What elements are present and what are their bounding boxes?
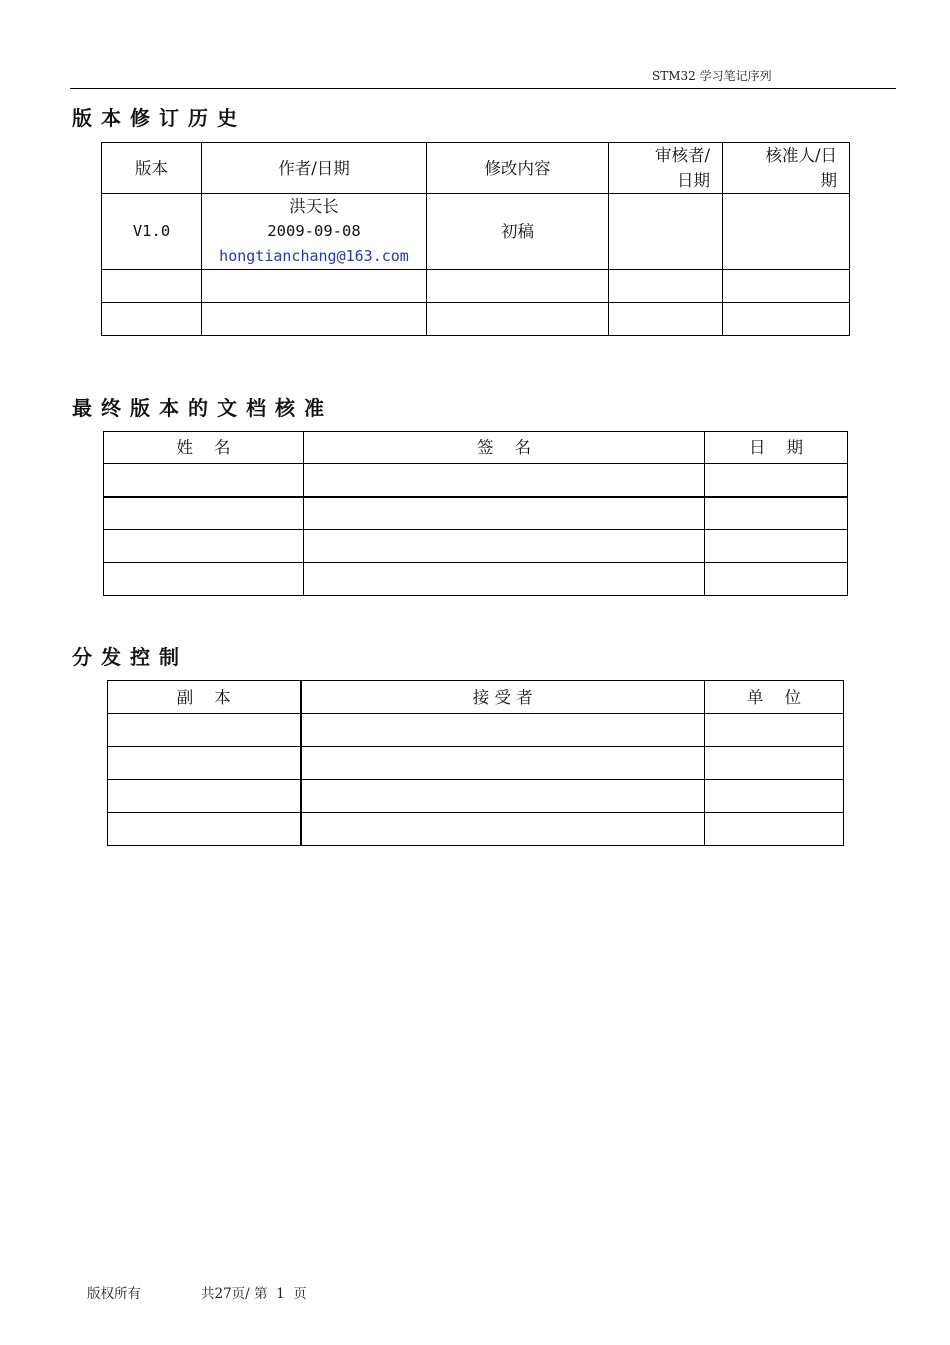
distribution-table: [107, 680, 844, 846]
email-link[interactable]: hongtianchang@163.com: [219, 247, 409, 265]
approval-table: [103, 431, 848, 596]
col-author-date: 作者/日期: [202, 143, 427, 194]
col-recipient: 接 受 者: [301, 681, 705, 714]
cell-version: V1.0: [102, 194, 202, 270]
revision-history-table: [101, 142, 850, 336]
col-approver: [723, 143, 850, 194]
table-row: [108, 747, 844, 780]
col-reviewer-line2: 日期: [677, 171, 710, 190]
table-row: [104, 464, 848, 497]
table-row: [108, 813, 844, 846]
cell-author-date: [202, 194, 427, 270]
revision-history-title: 版本修订历史: [72, 106, 246, 130]
table-row: [104, 530, 848, 563]
col-copy: 副 本: [108, 681, 301, 714]
cell-author: 洪天长: [289, 197, 339, 216]
col-date: 日 期: [705, 432, 848, 464]
header-series-title: STM32 学习笔记序列: [652, 69, 772, 83]
table-row: [102, 303, 850, 336]
header-divider: [70, 88, 896, 89]
table-row: [104, 563, 848, 596]
footer-page-count: 共27页/ 第 1 页: [201, 1286, 307, 1302]
table-row: [108, 714, 844, 747]
table-row: [104, 497, 848, 530]
cell-content: 初稿: [427, 194, 609, 270]
col-name: 姓 名: [104, 432, 304, 464]
cell-approver: [723, 194, 850, 270]
distribution-control-title: 分发控制: [72, 645, 188, 669]
table-header-row: [108, 681, 844, 714]
col-version: 版本: [102, 143, 202, 194]
table-row: [102, 194, 850, 270]
table-header-row: [104, 432, 848, 464]
cell-date: 2009-09-08: [267, 222, 361, 240]
col-approver-line1: 核准人/日: [765, 146, 837, 165]
col-signature: 签 名: [304, 432, 705, 464]
col-reviewer-line1: 审核者/: [654, 146, 710, 165]
table-row: [108, 780, 844, 813]
col-reviewer: [609, 143, 723, 194]
cell-reviewer: [609, 194, 723, 270]
col-approver-line2: 期: [820, 171, 837, 190]
table-header-row: [102, 143, 850, 194]
col-unit: 单 位: [705, 681, 844, 714]
footer-copyright: 版权所有: [87, 1286, 141, 1302]
col-content: 修改内容: [427, 143, 609, 194]
final-approval-title: 最终版本的文档核准: [72, 396, 333, 420]
table-row: [102, 270, 850, 303]
